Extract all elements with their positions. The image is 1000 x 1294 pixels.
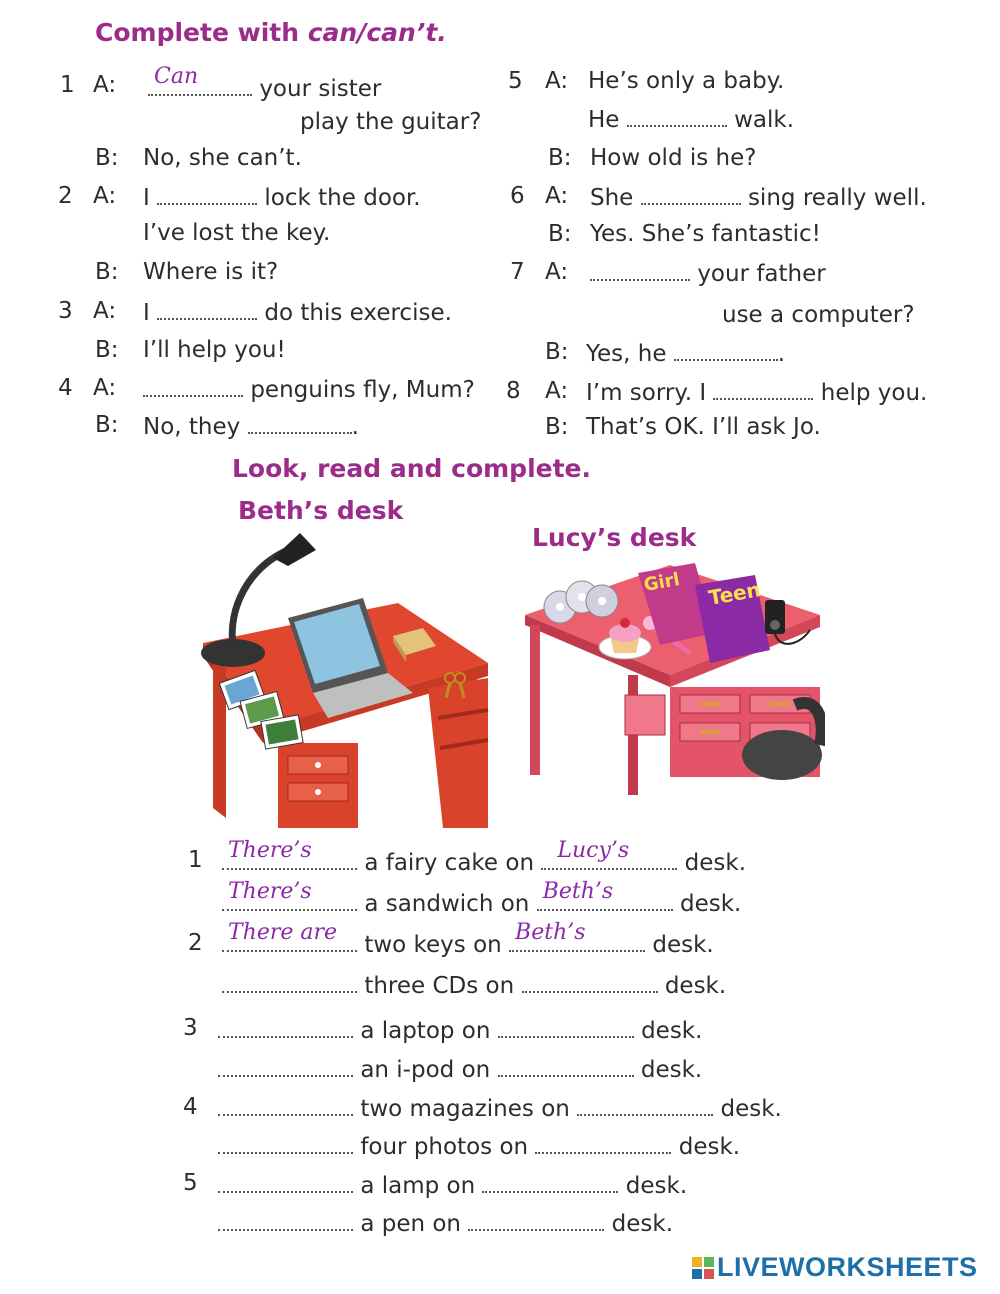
- item-6-line-1: She sing really well.: [590, 181, 927, 213]
- row-3-blank-1[interactable]: [222, 920, 357, 952]
- item-4-blank[interactable]: [143, 373, 243, 397]
- item-1-answer: Can: [154, 64, 199, 89]
- item-7-number: 7: [510, 259, 525, 285]
- item-7-speaker-a: A:: [545, 259, 569, 285]
- row-6: an i-pod on desk.: [218, 1053, 702, 1085]
- item-1-line-1: Can your sister: [148, 72, 381, 104]
- item-1-number: 1: [60, 72, 75, 98]
- row-5-blank-1[interactable]: [218, 1014, 353, 1038]
- row-1-number: 1: [188, 847, 203, 873]
- row-5-blank-2[interactable]: [498, 1014, 634, 1038]
- item-1-speaker-b: B:: [95, 145, 119, 171]
- item-4-line-1: penguins fly, Mum?: [143, 373, 475, 405]
- item-7-blank[interactable]: [590, 257, 690, 281]
- item-5-line-1: He’s only a baby.: [588, 68, 785, 94]
- row-3-answer-1: There are: [228, 920, 338, 945]
- item-7-b-blank[interactable]: [674, 337, 778, 361]
- item-3-speaker-b: B:: [95, 337, 119, 363]
- row-2-blank-2[interactable]: [537, 879, 673, 911]
- item-1-blank[interactable]: [148, 64, 252, 96]
- row-4-blank-2[interactable]: [522, 969, 658, 993]
- lucy-desk-label: Lucy’s desk: [532, 523, 697, 552]
- row-10: a pen on desk.: [218, 1207, 673, 1239]
- item-3-line-1: I do this exercise.: [143, 296, 452, 328]
- item-7-line-1: your father: [590, 257, 826, 289]
- item-7-b-line: Yes, he .: [586, 337, 785, 369]
- row-7-blank-1[interactable]: [218, 1092, 353, 1116]
- item-2-blank[interactable]: [157, 181, 257, 205]
- item-8-speaker-a: A:: [545, 378, 569, 404]
- row-1-blank-2[interactable]: [541, 838, 677, 870]
- item-6-speaker-a: A:: [545, 183, 569, 209]
- item-5-blank[interactable]: [627, 103, 727, 127]
- liveworksheets-logo: LIVEWORKSHEETS: [692, 1252, 978, 1283]
- row-2-answer-2: Beth’s: [542, 879, 614, 904]
- row-6-blank-2[interactable]: [498, 1053, 634, 1077]
- section2-title: Look, read and complete.: [232, 454, 591, 483]
- row-4: three CDs on desk.: [222, 969, 726, 1001]
- row-1-answer-1: There’s: [228, 838, 312, 863]
- item-2-speaker-b: B:: [95, 259, 119, 285]
- item-5-speaker-a: A:: [545, 68, 569, 94]
- row-5: a laptop on desk.: [218, 1014, 702, 1046]
- row-2: There’s a sandwich on Beth’s desk.: [222, 887, 741, 919]
- item-7-line-2: use a computer?: [722, 302, 915, 328]
- item-4-speaker-b: B:: [95, 412, 119, 438]
- item-5-line-2: He walk.: [588, 103, 794, 135]
- section1-title: Complete with can/can’t.: [95, 18, 447, 47]
- row-5-number: 3: [183, 1015, 198, 1041]
- row-10-blank-2[interactable]: [468, 1207, 604, 1231]
- item-4-speaker-a: A:: [93, 375, 117, 401]
- item-4-number: 4: [58, 375, 73, 401]
- item-3-blank[interactable]: [157, 296, 257, 320]
- row-1-answer-2: Lucy’s: [557, 838, 630, 863]
- item-3-speaker-a: A:: [93, 298, 117, 324]
- lucy-desk-image: [520, 555, 825, 795]
- item-1-line-2: play the guitar?: [300, 109, 482, 135]
- item-8-line-1: I’m sorry. I help you.: [586, 376, 927, 408]
- magazine-girl-title: Girl: [642, 568, 682, 596]
- row-8-blank-2[interactable]: [535, 1130, 671, 1154]
- item-2-line-1: I lock the door.: [143, 181, 421, 213]
- item-2-b-line: Where is it?: [143, 259, 279, 285]
- item-7-speaker-b: B:: [545, 339, 569, 365]
- row-7-number: 4: [183, 1094, 198, 1120]
- row-8: four photos on desk.: [218, 1130, 740, 1162]
- row-9-blank-2[interactable]: [482, 1169, 618, 1193]
- item-8-blank[interactable]: [713, 376, 813, 400]
- item-5-b-line: How old is he?: [590, 145, 757, 171]
- row-3-blank-2[interactable]: [509, 920, 645, 952]
- item-2-number: 2: [58, 183, 73, 209]
- item-1-speaker-a: A:: [93, 72, 117, 98]
- row-3-answer-2: Beth’s: [515, 920, 586, 945]
- row-2-answer-1: There’s: [228, 879, 312, 904]
- row-9: a lamp on desk.: [218, 1169, 687, 1201]
- row-1-blank-1[interactable]: [222, 838, 357, 870]
- row-1: There’s a fairy cake on Lucy’s desk.: [222, 846, 746, 878]
- row-8-blank-1[interactable]: [218, 1130, 353, 1154]
- row-4-blank-1[interactable]: [222, 969, 357, 993]
- row-6-blank-1[interactable]: [218, 1053, 353, 1077]
- liveworksheets-logo-icon: [692, 1257, 714, 1279]
- item-8-b-line: That’s OK. I’ll ask Jo.: [586, 414, 821, 440]
- item-3-b-line: I’ll help you!: [143, 337, 286, 363]
- item-5-number: 5: [508, 68, 523, 94]
- row-2-blank-1[interactable]: [222, 879, 357, 911]
- row-9-blank-1[interactable]: [218, 1169, 353, 1193]
- item-6-blank[interactable]: [641, 181, 741, 205]
- item-4-b-blank[interactable]: [248, 410, 352, 434]
- item-8-number: 8: [506, 378, 521, 404]
- item-3-number: 3: [58, 298, 73, 324]
- item-8-speaker-b: B:: [545, 414, 569, 440]
- row-10-blank-1[interactable]: [218, 1207, 353, 1231]
- row-3-number: 2: [188, 930, 203, 956]
- beth-desk-image: [188, 528, 490, 828]
- row-7: two magazines on desk.: [218, 1092, 782, 1124]
- row-9-number: 5: [183, 1170, 198, 1196]
- item-6-b-line: Yes. She’s fantastic!: [590, 221, 821, 247]
- item-5-speaker-b: B:: [548, 145, 572, 171]
- item-6-number: 6: [510, 183, 525, 209]
- row-3: There are two keys on Beth’s desk.: [222, 928, 714, 960]
- item-6-speaker-b: B:: [548, 221, 572, 247]
- beth-desk-label: Beth’s desk: [238, 496, 404, 525]
- row-7-blank-2[interactable]: [577, 1092, 713, 1116]
- magazine-teen-title: Teen: [706, 577, 763, 610]
- item-1-b-line: No, she can’t.: [143, 145, 302, 171]
- item-2-speaker-a: A:: [93, 183, 117, 209]
- item-4-b-line: No, they .: [143, 410, 359, 442]
- item-2-line-2: I’ve lost the key.: [143, 220, 331, 246]
